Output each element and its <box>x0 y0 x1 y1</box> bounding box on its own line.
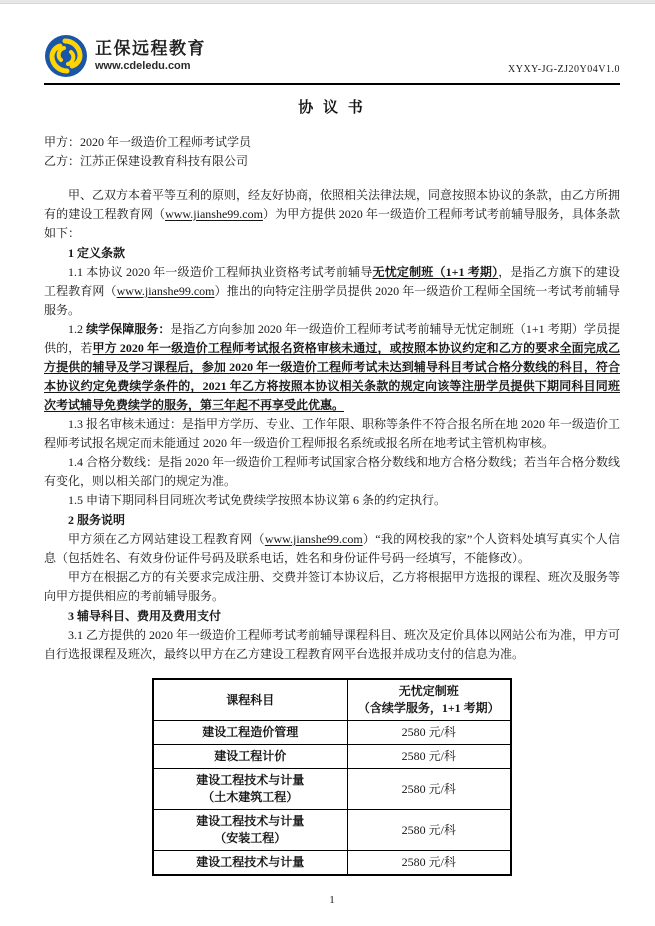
price-cell: 2580 元/科 <box>347 745 511 769</box>
clause-1-5: 1.5 申请下期同科目同班次考试免费续学按照本协议第 6 条的约定执行。 <box>68 493 447 507</box>
logo-website: www.cdeledu.com <box>95 60 191 72</box>
subject-line1: 建设工程技术与计量 <box>196 855 305 869</box>
fee-table-header-class-line1: 无忧定制班 <box>398 684 459 698</box>
subject-cell <box>153 745 347 769</box>
jianshe-url: www.jianshe99.com <box>116 284 215 298</box>
clause-1-1-text-c: ）推出的向特定注册学员提供 2020 年一级造价工程师全国统一考试考前辅导服务。 <box>44 284 620 317</box>
intro-text-pre: 甲、乙双方本着平等互利的原则，经友好协商，依照相关法律法规，同意按照本协议的条款，由乙方所拥有的建设工程教育网（ <box>44 188 621 221</box>
clause-1-2 <box>44 320 620 415</box>
clause-1-1 <box>44 263 620 320</box>
document-body <box>0 98 655 910</box>
intro-text-post: ）为甲方提供 2020 年一级造价工程师考试考前辅导服务，具体条款如下： <box>44 207 620 240</box>
table-row <box>153 810 511 851</box>
subject-cell <box>153 810 347 851</box>
clause-1-2-highlight-passage: 甲方 2020 年一级造价工程师考试报名资格审核未通过，或按照本协议约定和乙方的要求全面完成乙方提供的辅导及学习课程后，参加 2020 年一级造价工程师考试未达到辅导科目考试合格分数线的科目，符合本协议约定免费续学条件的，2021 年乙方将按照本协议相关条款的规定向该等注册学员提供下期同科目同班次考试辅导免费续学的服务，第三年起不再享受此优惠。 <box>44 341 620 412</box>
fee-table-header-row <box>153 679 511 721</box>
section-2-heading: 2 服务说明 <box>68 513 126 527</box>
fee-table-header-class-line2: （含续学服务，1+1 考期） <box>357 701 500 715</box>
subject-line2: （安装工程） <box>214 831 287 845</box>
clause-1-3: 1.3 报名审核未通过：是指甲方学历、专业、工作年限、职称等条件不符合报名所在地 2020 年一级造价工程师考试报名规定而未能通过 2020 年一级造价工程师报名系统或报名所在地考试主管机构审核。 <box>44 417 621 450</box>
header-divider <box>44 83 620 85</box>
subject-cell <box>153 721 347 745</box>
section-2-text-b: ）“我的网校我的家”个人资料处填写真实个人信息（包括姓名、有效身份证件号码及联系电话，姓名和身份证件号码一经填写，不能修改）。 <box>44 532 620 565</box>
clause-1-2-term: 续学保障服务： <box>86 322 171 336</box>
subject-line1: 建设工程技术与计量 <box>196 814 305 828</box>
section-2-paragraph-2: 甲方在根据乙方的有关要求完成注册、交费并签订本协议后，乙方将根据甲方选报的课程、班次及服务等向甲方提供相应的考前辅导服务。 <box>44 570 621 603</box>
logo-swirl-icon <box>44 34 88 78</box>
section-2-paragraph-1 <box>44 530 620 568</box>
logo-company-name: 正保远程教育 <box>95 39 206 58</box>
clause-1-1-text-b: ，是指乙方旗下的建设工程教育网（ <box>44 265 620 298</box>
fee-table-header-class <box>347 679 511 721</box>
subject-line1: 建设工程技术与计量 <box>196 773 305 787</box>
table-row <box>153 769 511 810</box>
party-b-line: 乙方：江苏正保建设教育科技有限公司 <box>44 154 249 168</box>
subject-cell <box>153 769 347 810</box>
intro-paragraph <box>44 186 620 243</box>
jianshe-url: www.jianshe99.com <box>264 532 363 546</box>
subject-cell <box>153 851 347 876</box>
company-logo <box>44 34 206 78</box>
price-cell: 2580 元/科 <box>347 721 511 745</box>
clause-1-4: 1.4 合格分数线：是指 2020 年一级造价工程师考试国家合格分数线和地方合格分数线；若当年合格分数线有变化，则以相关部门的规定为准。 <box>44 455 621 488</box>
clause-3-1: 3.1 乙方提供的 2020 年一级造价工程师考试考前辅导课程科目、班次及定价具体以网站公布为准，甲方可自行选报课程及班次，最终以甲方在乙方建设工程教育网平台选报并成功支付的信息为准。 <box>44 628 621 661</box>
page-title: 协 议 书 <box>298 100 366 116</box>
table-row <box>153 745 511 769</box>
document-number: XYXY-JG-ZJ20Y04V1.0 <box>508 64 620 75</box>
price-cell: 2580 元/科 <box>347 810 511 851</box>
fee-table <box>152 678 512 876</box>
clause-1-1-text-a: 1.1 本协议 2020 年一级造价工程师执业资格考试考前辅导 <box>68 265 373 279</box>
price-cell: 2580 元/科 <box>347 769 511 810</box>
section-1-heading: 1 定义条款 <box>68 246 126 260</box>
section-2-text-a: 甲方须在乙方网站建设工程教育网（ <box>68 532 265 546</box>
price-cell: 2580 元/科 <box>347 851 511 876</box>
logo-text-block <box>95 39 206 73</box>
table-row <box>153 851 511 876</box>
table-row <box>153 721 511 745</box>
subject-line1: 建设工程计价 <box>214 749 287 763</box>
page-number: 1 <box>329 894 335 906</box>
fee-table-header-subject: 课程科目 <box>153 679 347 721</box>
subject-line2: （土木建筑工程） <box>202 790 299 804</box>
party-a-line: 甲方：2020 年一级造价工程师考试学员 <box>44 135 252 149</box>
clause-1-2-text: 是指乙方向参加 2020 年一级造价工程师考试考前辅导无忧定制班（1+1 考期）学员提供的，若 <box>44 322 620 355</box>
section-3-heading: 3 辅导科目、费用及费用支付 <box>68 609 222 623</box>
clause-1-1-highlight-term: 无忧定制班（1+1 考期） <box>372 265 499 279</box>
subject-line1: 建设工程造价管理 <box>202 725 299 739</box>
clause-1-2-number: 1.2 <box>68 322 87 336</box>
jianshe-url: www.jianshe99.com <box>165 207 263 221</box>
document-header <box>0 4 655 78</box>
